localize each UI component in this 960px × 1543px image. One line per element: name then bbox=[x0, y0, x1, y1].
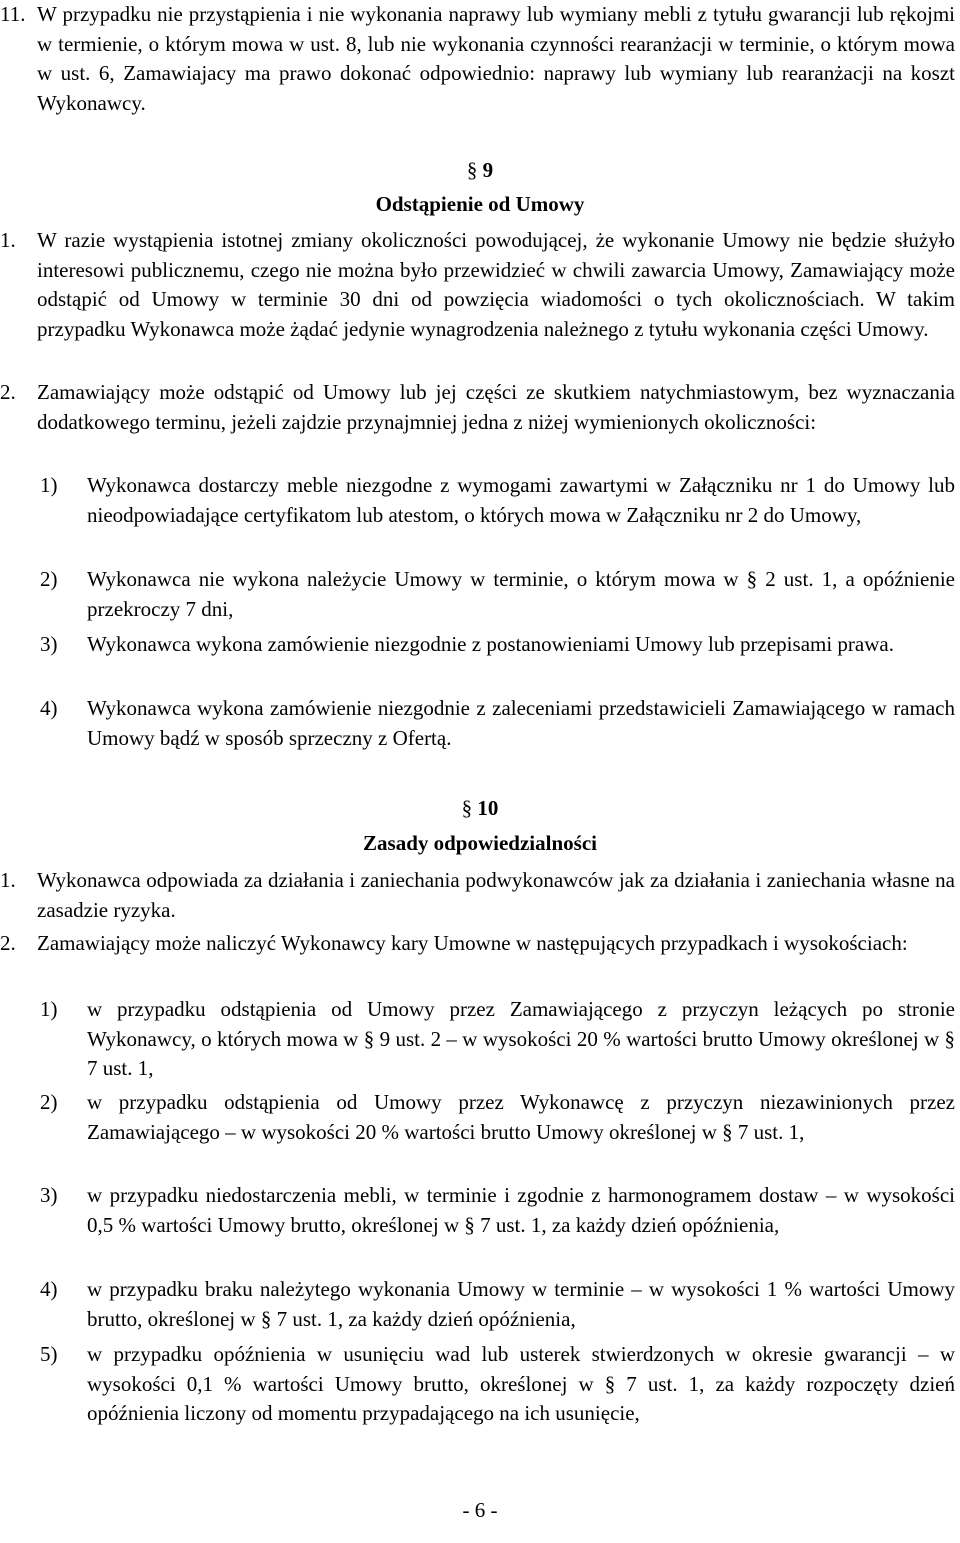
section-sign: § bbox=[260, 1306, 272, 1331]
item-number: 2) bbox=[40, 567, 58, 591]
item-number: 4) bbox=[40, 696, 58, 720]
paragraph-text: Wykonawca odpowiada za działania i zaniechania podwykonawców jak za działania i zaniechania własne na zasadzie ryzyka. bbox=[37, 868, 955, 922]
section-sign: § bbox=[604, 1371, 616, 1396]
section-sign: § bbox=[722, 1119, 733, 1144]
item-text: Wykonawca wykona zamówienie niezgodnie z postanowieniami Umowy lub przepisami prawa. bbox=[87, 632, 894, 656]
item-number: 3) bbox=[40, 632, 58, 656]
item-text: w przypadku braku należytego wykonania Umowy w terminie – w wysokości 1 % wartości Umowy brutto, określonej w § 7 ust. 1, za każdy dzień opóźnienia, bbox=[87, 1277, 955, 1331]
section-9-paragraph-2 bbox=[0, 378, 955, 437]
item-text: Wykonawca dostarczy meble niezgodne z wymogami zawartymi w Załączniku nr 1 do Umowy lub nieodpowiadające certyfikatom lub atestom, o których mowa w Załączniku nr 2 do Umowy, bbox=[87, 473, 955, 527]
section-sign: § bbox=[464, 1212, 475, 1237]
item-number: 2) bbox=[40, 1090, 58, 1114]
section-10-paragraph-2 bbox=[0, 929, 955, 959]
section-10-number bbox=[0, 794, 960, 824]
item-number: 3) bbox=[40, 1183, 58, 1207]
paragraph-text: W razie wystąpienia istotnej zmiany okoliczności powodującej, że wykonanie Umowy nie będzie służyło interesowi publicznemu, czego nie można było przewidzieć w chwili zawarcia Umowy, Zamawiający może odstąpić od Umowy w terminie 30 dni od powzięcia wiadomości o tych okolicznościach. W takim przypadku Wykonawca może żądać jedynie wynagrodzenia należnego z tytułu wykonania części Umowy. bbox=[37, 228, 955, 341]
item-number: 1) bbox=[40, 473, 58, 497]
section-9-paragraph-1 bbox=[0, 226, 955, 344]
section-sign: § bbox=[466, 158, 478, 182]
item-text: Wykonawca nie wykona należycie Umowy w terminie, o którym mowa w § 2 ust. 1, a opóźnienie przekroczy 7 dni, bbox=[87, 567, 955, 621]
page-number: - 6 - bbox=[462, 1498, 498, 1522]
section-10-item-3 bbox=[40, 1181, 955, 1240]
section-10-item-5 bbox=[40, 1340, 955, 1429]
paragraph-number: 11. bbox=[0, 2, 26, 26]
section-number: 10 bbox=[477, 796, 499, 820]
section-sign: § bbox=[746, 567, 758, 591]
section-10-title: Zasady odpowiedzialności bbox=[363, 831, 597, 855]
paragraph-text: W przypadku nie przystąpienia i nie wykonania naprawy lub wymiany mebli z tytułu gwarancji lub rękojmi w termienie, o którym mowa w ust. 8, lub nie wykonania czynności rearanżacji w terminie, o którym mowa w ust. 6, Zamawiajacy ma prawo dokonać odpowiednio: naprawy lub wymiany lub rearanżacji na koszt Wykonawcy. bbox=[37, 2, 955, 115]
item-text: w przypadku opóźnienia w usunięciu wad lub usterek stwierdzonych w okresie gwarancji – w wysokości 0,1 % wartości Umowy brutto, określonej w § 7 ust. 1, za każdy rozpoczęty dzień opóźnienia liczony od momentu przypadającego na ich usunięcie, bbox=[87, 1342, 955, 1425]
section-10-item-4 bbox=[40, 1275, 955, 1334]
paragraph-number: 2. bbox=[0, 380, 16, 404]
section-sign: § bbox=[363, 1026, 375, 1051]
item-number: 4) bbox=[40, 1277, 58, 1301]
section-sign: § bbox=[944, 1026, 955, 1051]
section-number: 9 bbox=[482, 158, 494, 182]
section-9-number bbox=[0, 156, 960, 186]
paragraph-number: 2. bbox=[0, 931, 16, 955]
paragraph-number: 1. bbox=[0, 228, 16, 252]
paragraph-11 bbox=[0, 0, 955, 118]
section-sign: § bbox=[461, 796, 473, 820]
item-text: w przypadku odstąpienia od Umowy przez Wykonawcę z przyczyn niezawinionych przez Zamawiającego – w wysokości 20 % wartości brutto Umowy określonej w § 7 ust. 1, bbox=[87, 1090, 955, 1144]
section-9-title: Odstąpienie od Umowy bbox=[375, 192, 585, 216]
item-number: 5) bbox=[40, 1342, 58, 1366]
paragraph-text: Zamawiający może naliczyć Wykonawcy kary Umowne w następujących przypadkach i wysokościach: bbox=[37, 931, 908, 955]
paragraph-text: Zamawiający może odstąpić od Umowy lub jej części ze skutkiem natychmiastowym, bez wyznaczania dodatkowego terminu, jeżeli zajdzie przynajmniej jedna z niżej wymienionych okoliczności: bbox=[37, 380, 955, 434]
item-text: Wykonawca wykona zamówienie niezgodnie z zaleceniami przedstawicieli Zamawiającego w ramach Umowy bądź w sposób sprzeczny z Ofertą. bbox=[87, 696, 955, 750]
paragraph-number: 1. bbox=[0, 868, 16, 892]
item-number: 1) bbox=[40, 997, 58, 1021]
section-10-item-1 bbox=[40, 995, 955, 1084]
item-text: w przypadku niedostarczenia mebli, w terminie i zgodnie z harmonogramem dostaw – w wysokości 0,5 % wartości Umowy brutto, określonej w § 7 ust. 1, za każdy dzień opóźnienia, bbox=[87, 1183, 955, 1237]
section-9-item-1 bbox=[40, 471, 955, 530]
section-10-paragraph-1 bbox=[0, 866, 955, 925]
section-10-item-2 bbox=[40, 1088, 955, 1147]
section-9-item-2 bbox=[40, 565, 955, 624]
item-text: w przypadku odstąpienia od Umowy przez Zamawiającego z przyczyn leżących po stronie Wykonawcy, o których mowa w § 9 ust. 2 – w wysokości 20 % wartości brutto Umowy określonej w § 7 ust. 1, bbox=[87, 997, 955, 1080]
section-9-item-4 bbox=[40, 694, 955, 753]
section-9-item-3 bbox=[40, 630, 955, 660]
